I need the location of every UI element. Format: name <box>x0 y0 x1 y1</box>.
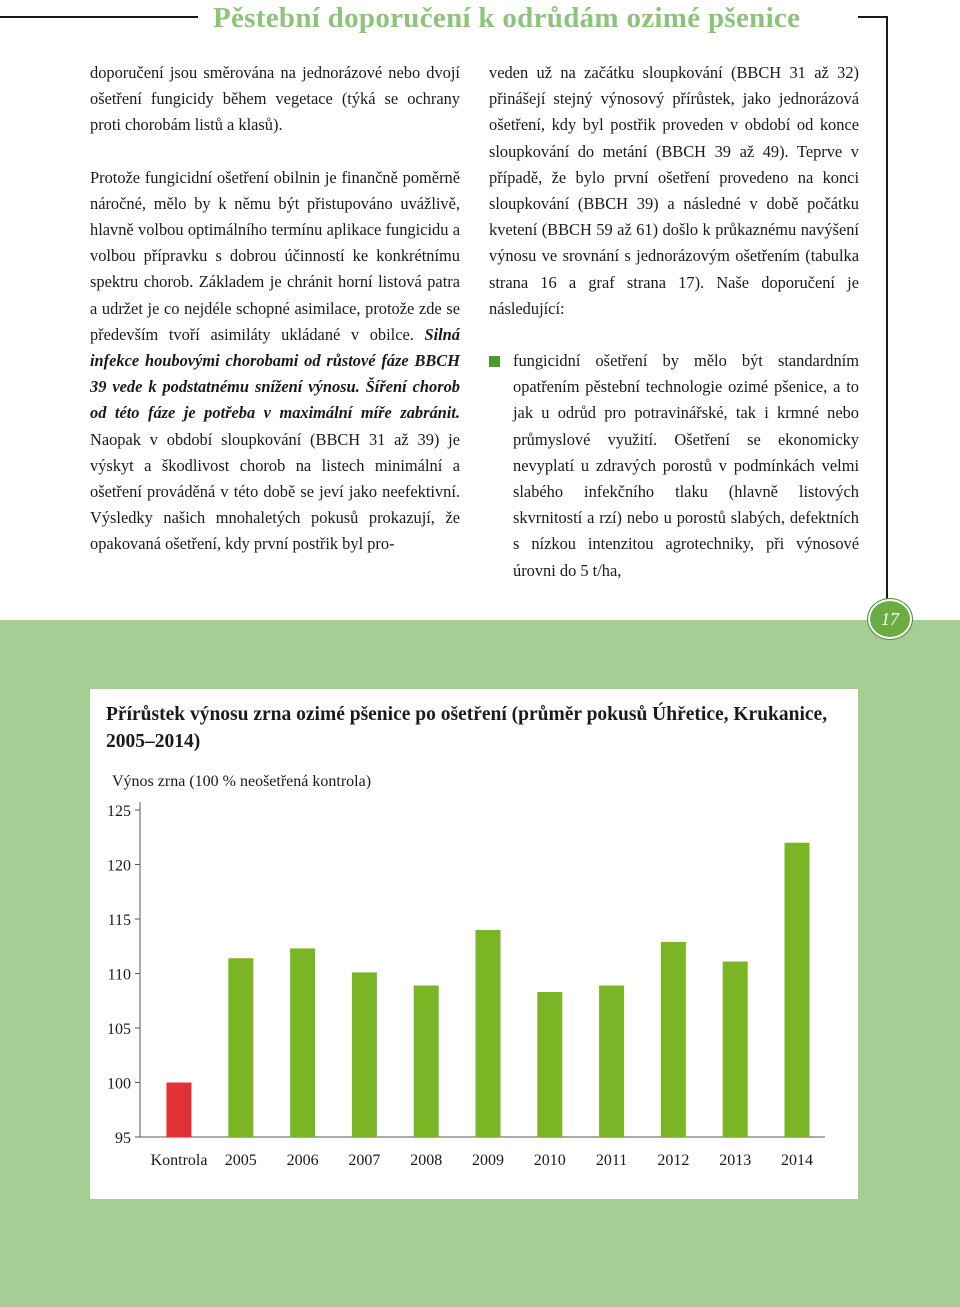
margin-rule <box>886 16 888 616</box>
bar <box>661 942 686 1137</box>
paragraph: doporučení jsou směrována na jednorázové nebo dvojí ošetření fungicidy během vegetace (týká se ochrany proti chorobám listů a klasů). <box>90 63 460 135</box>
x-tick-label: 2006 <box>286 1152 319 1169</box>
chart-title: Přírůstek výnosu zrna ozimé pšenice po ošetření (průměr pokusů Úhřetice, Krukanice, 2005–2014) <box>106 704 828 752</box>
x-tick-label: 2011 <box>595 1152 628 1169</box>
paragraph-text: Protože fungicidní ošetření obilnin je finančně poměrně náročné, mělo by k němu být přistupováno uvážlivě, hlavně volbou optimálního termínu aplikace fungicidu a volbou přípravku s dobrou účinností ke konkrétnímu spektru chorob. Základem je chránit horní listová patra a udržet je co nejdéle schopné asimilace, protože zde se především tvoří asimiláty ukládané v obilce. <box>90 167 460 344</box>
bar <box>167 1083 192 1138</box>
y-tick-label: 95 <box>115 1130 131 1147</box>
emphasis-text: Silná infekce houbovými chorobami od růstové fáze BBCH 39 vede k podstatnému snížení výnosu. Šíření chorob od této fáze je potřeba v maximální míře zabránit. <box>90 324 460 423</box>
right-column <box>489 60 859 584</box>
x-tick-label: 2014 <box>781 1152 813 1169</box>
header-rule-right <box>858 16 888 18</box>
paragraph: veden už na začátku sloupkování (BBCH 31 až 32) přinášejí stejný výnosový přírůstek, jako jednorázová ošetření, kdy byl postřik proveden v období od konce sloupkování do metání (BBCH 39 až 49). Teprve v případě, že bylo první ošetření provedeno na konci sloupkování (BBCH 39) a následné v době počátku kvetení (BBCH 59 až 61) došlo k průkaznému navýšení výnosu ve srovnání s jednorázovým ošetřením (tabulka strana 16 a graf strana 17). Naše doporučení je následující: <box>489 63 859 318</box>
x-tick-label: 2009 <box>472 1152 504 1169</box>
paragraph <box>90 165 460 558</box>
y-tick-label: 125 <box>107 803 131 820</box>
bar <box>785 843 810 1137</box>
x-tick-label: 2007 <box>348 1152 381 1169</box>
bar <box>476 930 501 1137</box>
y-tick-label: 100 <box>107 1075 131 1093</box>
bullet-item <box>489 348 859 584</box>
bullet-square-icon <box>489 356 500 367</box>
bar <box>290 948 315 1137</box>
left-column <box>90 60 460 558</box>
page-number-badge: 17 <box>868 599 912 639</box>
header-rule <box>0 16 198 18</box>
x-tick-label: 2013 <box>719 1152 752 1169</box>
bullet-text: fungicidní ošetření by mělo být standardním opatřením pěstební technologie ozimé pšenice, a to jak u odrůd pro potravinářské, tak i krmné nebo průmyslové využití. Ošetření se ekonomicky nevyplatí u zdravých porostů v podmínkách velmi slabého infekčního tlaku (hlavně listových skvrnitostí a rzí) nebo u porostů slabých, defektních s nízkou intenzitou agrotechniky, při výnosové úrovni do 5 t/ha, <box>513 351 859 580</box>
bar-chart <box>90 689 858 1199</box>
bar <box>599 985 624 1137</box>
bar <box>537 992 562 1137</box>
x-tick-label: 2010 <box>533 1152 566 1169</box>
bar <box>352 972 377 1137</box>
x-tick-label: Kontrola <box>150 1152 208 1169</box>
y-tick-label: 110 <box>107 966 131 984</box>
x-tick-label: 2005 <box>224 1152 257 1169</box>
page-header-title: Pěstební doporučení k odrůdám ozimé pšenice <box>213 2 801 34</box>
x-tick-label: 2008 <box>410 1152 443 1169</box>
chart-panel <box>90 689 858 1199</box>
y-tick-label: 120 <box>107 857 131 875</box>
bar <box>723 962 748 1137</box>
y-tick-label: 105 <box>107 1021 131 1038</box>
x-tick-label: 2012 <box>657 1152 690 1169</box>
chart-y-axis-label: Výnos zrna (100 % neošetřená kontrola) <box>112 773 372 790</box>
bar <box>414 985 439 1137</box>
bar <box>228 958 253 1137</box>
y-tick-label: 115 <box>107 912 131 929</box>
paragraph-text: Naopak v období sloupkování (BBCH 31 až 39) je výskyt a škodlivost chorob na listech minimální a ošetření prováděná v této době se jeví jako neefektivní. Výsledky našich mnohaletých pokusů prokazují, že opakovaná ošetření, kdy první postřik byl pro- <box>90 429 460 554</box>
